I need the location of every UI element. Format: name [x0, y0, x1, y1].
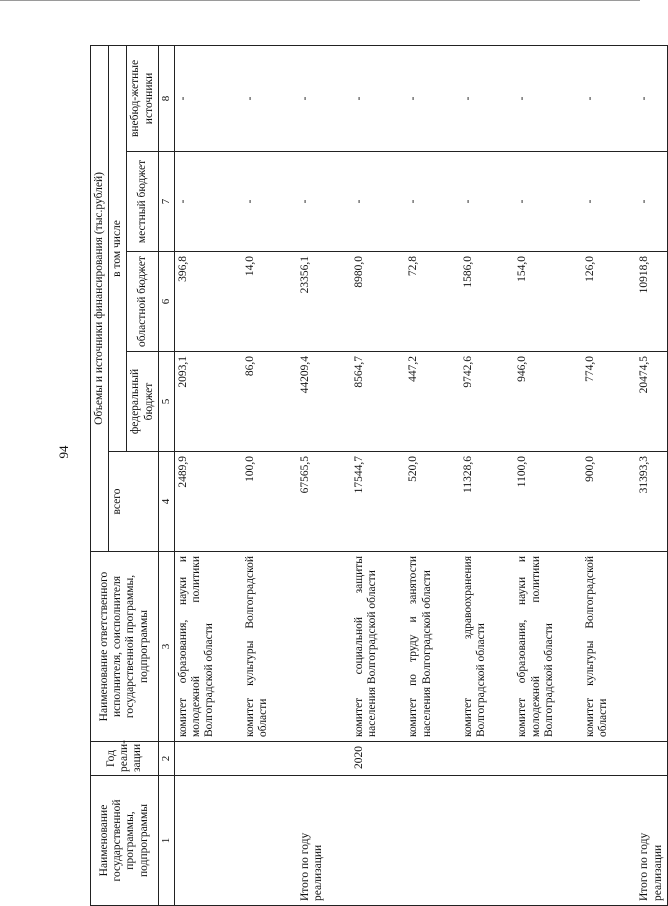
- offbudget-cell: -: [242, 45, 272, 151]
- header-year: Год реали-зации: [91, 742, 159, 776]
- total-cell: 67565,5: [297, 452, 327, 552]
- spacer-row: [436, 45, 460, 905]
- header-program-name: Наименование государственной программы, подпрограммы: [91, 776, 159, 906]
- header-federal: федеральный бюджет: [127, 352, 158, 452]
- page-number: 94: [56, 445, 71, 459]
- subtotal-row: [636, 45, 667, 905]
- total-cell: 100,0: [242, 452, 272, 552]
- total-cell: 2489,9: [174, 452, 218, 552]
- offbudget-cell: -: [582, 45, 612, 151]
- top-edge-line: [0, 0, 640, 1]
- table-row: [174, 45, 218, 905]
- year-cell: [174, 742, 218, 776]
- executor-cell: комитет социальной защиты населения Волгоградской области: [351, 552, 381, 742]
- regional-cell: 14,0: [242, 252, 272, 352]
- regional-cell: 72,8: [405, 252, 435, 352]
- year-cell: [582, 742, 612, 776]
- total-cell: 1100,0: [514, 452, 558, 552]
- spacer-row: [273, 45, 297, 905]
- local-cell: -: [405, 152, 435, 252]
- year-cell: [242, 742, 272, 776]
- executor-cell: комитет культуры Волгоградской области: [582, 552, 612, 742]
- program-name-cell: [174, 776, 218, 906]
- executor-cell: комитет здравоохранения Волгоградской области: [460, 552, 490, 742]
- table-row: [582, 45, 612, 905]
- regional-cell: 8980,0: [351, 252, 381, 352]
- regional-cell: 23356,1: [297, 252, 327, 352]
- local-cell: -: [582, 152, 612, 252]
- federal-cell: 20474,5: [636, 352, 667, 452]
- spacer-row: [558, 45, 582, 905]
- table-row: [460, 45, 490, 905]
- header-funding-group: Объемы и источники финансирования (тыс.рублей): [91, 45, 109, 551]
- regional-cell: 1586,0: [460, 252, 490, 352]
- spacer-row: [612, 45, 636, 905]
- program-name-cell: [460, 776, 490, 906]
- table-row: [405, 45, 435, 905]
- year-cell: [636, 742, 667, 776]
- regional-cell: 396,8: [174, 252, 218, 352]
- executor-cell: комитет по труду и занятости населения Волгоградской области: [405, 552, 435, 742]
- rotated-table-frame: [90, 46, 664, 906]
- total-cell: 31393,3: [636, 452, 667, 552]
- federal-cell: 2093,1: [174, 352, 218, 452]
- header-executor: Наименование ответственного исполнителя, соисполнителя государственной программы, подпрограммы: [91, 552, 159, 742]
- offbudget-cell: -: [405, 45, 435, 151]
- regional-cell: 126,0: [582, 252, 612, 352]
- subtotal-row: [297, 45, 327, 905]
- local-cell: -: [351, 152, 381, 252]
- column-number: 7: [158, 152, 174, 252]
- executor-cell: [297, 552, 327, 742]
- federal-cell: 44209,4: [297, 352, 327, 452]
- header-including: в том числе: [109, 45, 127, 451]
- header-offbudget: внебюд-жетные источники: [127, 45, 158, 151]
- table-row: [242, 45, 272, 905]
- local-cell: -: [514, 152, 558, 252]
- column-number: 5: [158, 352, 174, 452]
- executor-cell: комитет культуры Волгоградской области: [242, 552, 272, 742]
- offbudget-cell: -: [351, 45, 381, 151]
- program-name-cell: Итого по году реализации: [636, 776, 667, 906]
- federal-cell: 9742,6: [460, 352, 490, 452]
- total-cell: 520,0: [405, 452, 435, 552]
- column-numbers-row: [158, 45, 174, 905]
- column-number: 4: [158, 452, 174, 552]
- offbudget-cell: -: [297, 45, 327, 151]
- header-local: местный бюджет: [127, 152, 158, 252]
- regional-cell: 154,0: [514, 252, 558, 352]
- program-name-cell: [351, 776, 381, 906]
- local-cell: -: [174, 152, 218, 252]
- executor-cell: [636, 552, 667, 742]
- federal-cell: 86,0: [242, 352, 272, 452]
- spacer-row: [490, 45, 514, 905]
- offbudget-cell: -: [636, 45, 667, 151]
- column-number: 2: [158, 742, 174, 776]
- total-cell: 11328,6: [460, 452, 490, 552]
- federal-cell: 8564,7: [351, 352, 381, 452]
- offbudget-cell: -: [174, 45, 218, 151]
- local-cell: -: [297, 152, 327, 252]
- spacer-row: [218, 45, 242, 905]
- executor-cell: комитет образования, науки и молодежной политики Волгоградской области: [514, 552, 558, 742]
- local-cell: -: [636, 152, 667, 252]
- header-total: всего: [109, 452, 159, 552]
- program-name-cell: [242, 776, 272, 906]
- local-cell: -: [242, 152, 272, 252]
- year-cell: [405, 742, 435, 776]
- federal-cell: 774,0: [582, 352, 612, 452]
- offbudget-cell: -: [514, 45, 558, 151]
- year-cell: 2020: [351, 742, 381, 776]
- year-cell: [514, 742, 558, 776]
- program-name-cell: [514, 776, 558, 906]
- spacer-row: [381, 45, 405, 905]
- program-name-cell: [405, 776, 435, 906]
- total-cell: 17544,7: [351, 452, 381, 552]
- program-name-cell: Итого по году реализации: [297, 776, 327, 906]
- regional-cell: 10918,8: [636, 252, 667, 352]
- federal-cell: 447,2: [405, 352, 435, 452]
- local-cell: -: [460, 152, 490, 252]
- federal-cell: 946,0: [514, 352, 558, 452]
- program-name-cell: [582, 776, 612, 906]
- column-number: 8: [158, 45, 174, 151]
- total-cell: 900,0: [582, 452, 612, 552]
- spacer-row: [327, 45, 351, 905]
- year-cell: [460, 742, 490, 776]
- column-number: 6: [158, 252, 174, 352]
- financing-table: [90, 45, 668, 906]
- executor-cell: комитет образования, науки и молодежной политики Волгоградской области: [174, 552, 218, 742]
- table-row: [514, 45, 558, 905]
- header-regional: областной бюджет: [127, 252, 158, 352]
- offbudget-cell: -: [460, 45, 490, 151]
- column-number: 3: [158, 552, 174, 742]
- year-cell: [297, 742, 327, 776]
- column-number: 1: [158, 776, 174, 906]
- table-row: [351, 45, 381, 905]
